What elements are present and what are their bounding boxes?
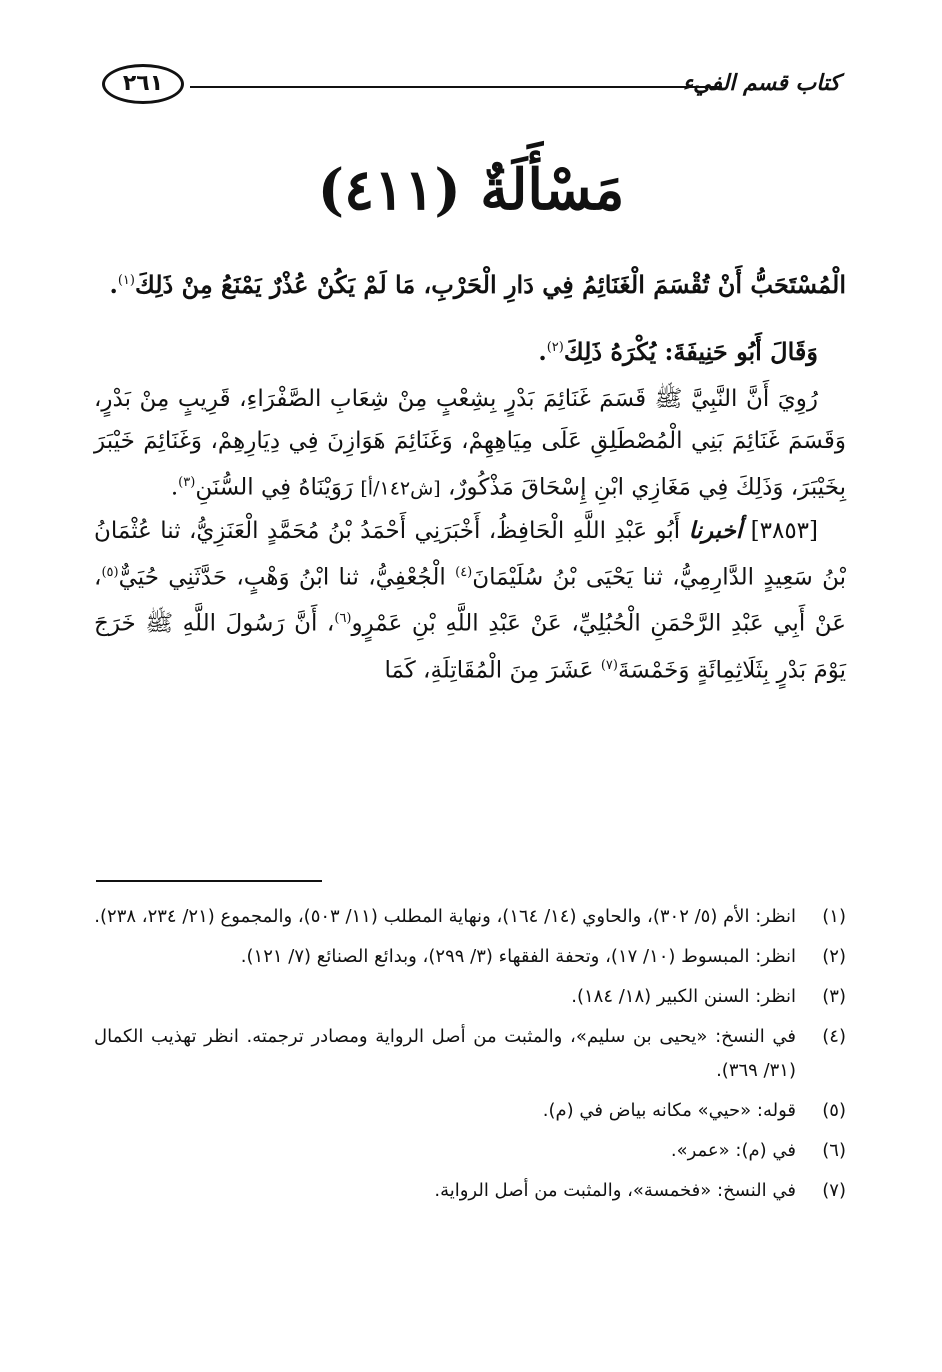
footnote-5 xyxy=(94,1094,846,1128)
abu-hanifa-statement: وَقَالَ أَبُو حَنِيفَةَ: يُكْرَهُ ذَلِكَ$^{(٢)}$. xyxy=(538,337,818,366)
footnote-text: انظر: الأم (٥/ ٣٠٢)، والحاوي (١٤/ ١٦٤)، ونهاية المطلب (١١/ ٥٠٣)، والمجموع (٢١/ ٢٣٤، ٢٣٨). xyxy=(94,906,796,927)
footnote-6 xyxy=(94,1134,846,1168)
footnote-ref-7: (٧) xyxy=(600,657,618,673)
footnote-ref-6: (٦) xyxy=(334,611,352,627)
book-title: كتاب قسم الفيء xyxy=(682,70,840,96)
hadith-part2: الْجُعْفِيُّ، ثنا ابْنُ وَهْبٍ، حَدَّثَنِي حُيَيٌّ xyxy=(118,564,446,591)
masalah-title: مَسْأَلَةٌ (٤١١) xyxy=(317,157,625,223)
footnote-text: انظر: المبسوط (١٠/ ١٧)، وتحفة الفقهاء (٣/ ٢٩٩)، وبدائع الصنائع (٧/ ١٢١). xyxy=(240,946,796,967)
footnote-number: (٢) xyxy=(822,946,846,967)
para1-tail: رَوَيْنَاهُ فِي السُّنَنِ xyxy=(195,474,354,501)
footnote-2 xyxy=(94,940,846,974)
hadith-part5: عَشَرَ مِنَ الْمُقَاتِلَةِ، كَمَا xyxy=(384,657,594,684)
header-rule xyxy=(190,86,722,88)
akhbarana-word: أخبرنا xyxy=(688,516,743,544)
hadith-part1: أَبُو عَبْدِ اللَّهِ الْحَافِظُ، أَخْبَرَنِي أَحْمَدُ بْنُ مُحَمَّدٍ الْعَنَزِيُّ، ثنا عُثْمَانُ بْنُ سَعِيدٍ الدَّارِمِيُّ، ثنا يَحْيَى بْنُ سُلَيْمَانَ xyxy=(94,517,846,591)
footnote-7 xyxy=(94,1174,846,1208)
footnote-3 xyxy=(94,980,846,1014)
footnote-separator xyxy=(96,880,322,882)
footnote-text: انظر: السنن الكبير (١٨/ ١٨٤). xyxy=(571,986,796,1007)
footnote-number: (٣) xyxy=(822,986,846,1007)
footnote-text: في النسخ: «فخمسة»، والمثبت من أصل الرواية. xyxy=(434,1180,796,1201)
hadith-number: [٣٨٥٣] xyxy=(750,517,819,544)
footnote-ref-1: (١) xyxy=(117,273,135,288)
lead-statement: الْمُسْتَحَبُّ أَنْ تُقْسَمَ الْغَنَائِمُ فِي دَارِ الْحَرْبِ، مَا لَمْ يَكُنْ عُذْرٌ يَمْنَعُ مِنْ ذَلِكَ$^{(١)}$. xyxy=(109,270,846,299)
hadith-part3: ، عَنْ أَبِي عَبْدِ الرَّحْمَنِ الْحُبُلِيِّ، عَنْ عَبْدِ اللَّهِ بْنِ عَمْرٍو xyxy=(94,564,846,637)
lead-text: الْمُسْتَحَبُّ أَنْ تُقْسَمَ الْغَنَائِمُ فِي دَارِ الْحَرْبِ، مَا لَمْ يَكُنْ عُذْرٌ يَمْنَعُ مِنْ ذَلِكَ xyxy=(134,270,846,299)
footnote-number: (٤) xyxy=(822,1026,846,1047)
hadith-paragraph xyxy=(94,510,846,692)
footnote-number: (٧) xyxy=(822,1180,846,1201)
footnote-ref-2: (٢) xyxy=(546,340,564,355)
footnote-4 xyxy=(94,1020,846,1088)
page-number: ٢٦١ xyxy=(102,64,184,104)
footnote-1 xyxy=(94,900,846,934)
para1-text: رُوِيَ أَنَّ النَّبِيَّ ﷺ قَسَمَ غَنَائِمَ بَدْرٍ بِشِعْبٍ مِنْ شِعَابِ الصَّفْرَاءِ، قَرِيبٍ مِنْ بَدْرٍ، وَقَسَمَ غَنَائِمَ بَنِي الْمُصْطَلِقِ عَلَى مِيَاهِهِمْ، وَغَنَائِمَ هَوَازِنَ فِي دِيَارِهِمْ، وَغَنَائِمَ خَيْبَرَ بِخَيْبَرَ، وَذَلِكَ فِي مَغَازِي ابْنِ إِسْحَاقَ مَذْكُورٌ، xyxy=(94,386,846,501)
footnote-ref-3: (٣) xyxy=(178,475,196,490)
footnotes xyxy=(94,900,846,1214)
paragraph-narration: رُوِيَ أَنَّ النَّبِيَّ ﷺ قَسَمَ غَنَائِمَ بَدْرٍ بِشِعْبٍ مِنْ شِعَابِ الصَّفْرَاءِ، قَرِيبٍ مِنْ بَدْرٍ، وَقَسَمَ غَنَائِمَ بَنِي الْمُصْطَلِقِ عَلَى مِيَاهِهِمْ، وَغَنَائِمَ هَوَازِنَ فِي دِيَارِهِمْ، وَغَنَائِمَ خَيْبَرَ بِخَيْبَرَ، وَذَلِكَ فِي مَغَازِي ابْنِ إِسْحَاقَ مَذْكُورٌ، [ش١٤٢/أ] رَوَيْنَاهُ فِي السُّنَنِ$^{(٣)}$. xyxy=(94,386,846,501)
footnote-number: (٥) xyxy=(822,1100,846,1121)
footnote-ref-5: (٥) xyxy=(101,564,119,580)
footnote-text: في (م): «عمر». xyxy=(670,1140,796,1161)
main-text xyxy=(94,258,846,692)
hadith-part4: ، أَنَّ رَسُولَ اللَّهِ ﷺ خَرَجَ يَوْمَ بَدْرٍ بِثَلَاثِمِائَةٍ وَخَمْسَةَ xyxy=(94,610,846,684)
footnote-ref-4: (٤) xyxy=(455,564,473,580)
footnote-number: (٦) xyxy=(822,1140,846,1161)
hanifa-text: وَقَالَ أَبُو حَنِيفَةَ: يُكْرَهُ ذَلِكَ xyxy=(563,337,818,366)
footnote-number: (١) xyxy=(822,906,846,927)
folio-marker: [ش١٤٢/أ] xyxy=(360,477,441,500)
running-header xyxy=(102,62,840,108)
footnote-text: في النسخ: «يحيى بن سليم»، والمثبت من أصل الرواية ومصادر ترجمته. انظر تهذيب الكمال (٣١/ ٣٦٩). xyxy=(94,1026,796,1081)
footnote-text: قوله: «حيي» مكانه بياض في (م). xyxy=(542,1100,796,1121)
